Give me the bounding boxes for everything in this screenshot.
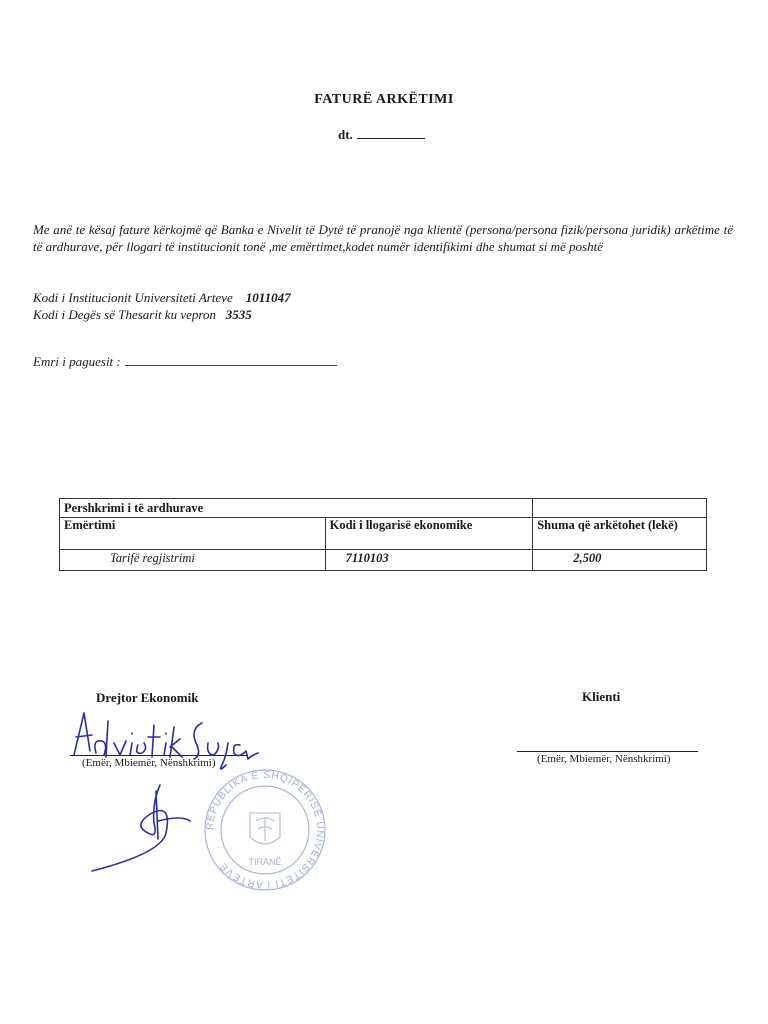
revenue-table [59, 498, 707, 571]
table-column-header-row [60, 518, 707, 550]
left-signatory-title: Drejtor Ekonomik [96, 690, 199, 705]
section-header-empty-cell [533, 499, 707, 518]
row-amount: 2,500 [533, 550, 707, 571]
intro-paragraph: Me anë te kësaj fature kërkojmë që Banka e Nivelit të Dytë të pranojë nga klientë (persona/persona fizik/persona juridik) arkëtime të të ardhurave, për llogari të institucionit tonë ,me emërtimet,kodet numër identifikimi dhe shumat si më poshtë [33, 222, 733, 254]
column-header-amount: Shuma që arkëtohet (lekë) [533, 518, 707, 550]
codes-block [33, 289, 291, 323]
stamp-ring-text: REPUBLIKA E SHQIPËRISË UNIVERSITETI I ARTEVE [204, 769, 326, 891]
section-header-cell: Pershkrimi i të ardhurave [60, 499, 533, 518]
column-header-name: Emërtimi [60, 518, 326, 550]
institution-code: 1011047 [245, 290, 291, 305]
date-blank-line [357, 127, 425, 139]
institution-code-line [33, 289, 291, 306]
table-row [60, 550, 707, 571]
payer-label: Emri i paguesit : [33, 354, 121, 369]
stamp-city: TIRANË [248, 857, 282, 867]
left-signature-caption: (Emër, Mbiemër, Nënshkrimi) [82, 757, 216, 769]
payer-blank-line [125, 354, 337, 366]
right-signature-caption: (Emër, Mbiemër, Nënshkrimi) [537, 753, 671, 765]
date-label: dt. [338, 127, 353, 142]
payer-field [33, 354, 337, 370]
document-title: FATURË ARKËTIMI [314, 92, 454, 107]
treasury-label: Kodi i Degës së Thesarit ku vepron [33, 307, 216, 322]
column-header-code: Kodi i llogarisë ekonomike [325, 518, 533, 550]
treasury-code: 3535 [225, 307, 252, 322]
date-field [338, 127, 425, 143]
row-name: Tarifë regjistrimi [60, 550, 326, 571]
row-code: 7110103 [325, 550, 533, 571]
right-signature-line [517, 751, 698, 752]
table-section-header-row [60, 499, 707, 518]
treasury-code-line [33, 306, 291, 323]
institution-label: Kodi i Institucionit Universiteti Arteve [33, 290, 233, 305]
right-signatory-title: Klienti [582, 689, 621, 704]
handwritten-signature [62, 703, 272, 888]
